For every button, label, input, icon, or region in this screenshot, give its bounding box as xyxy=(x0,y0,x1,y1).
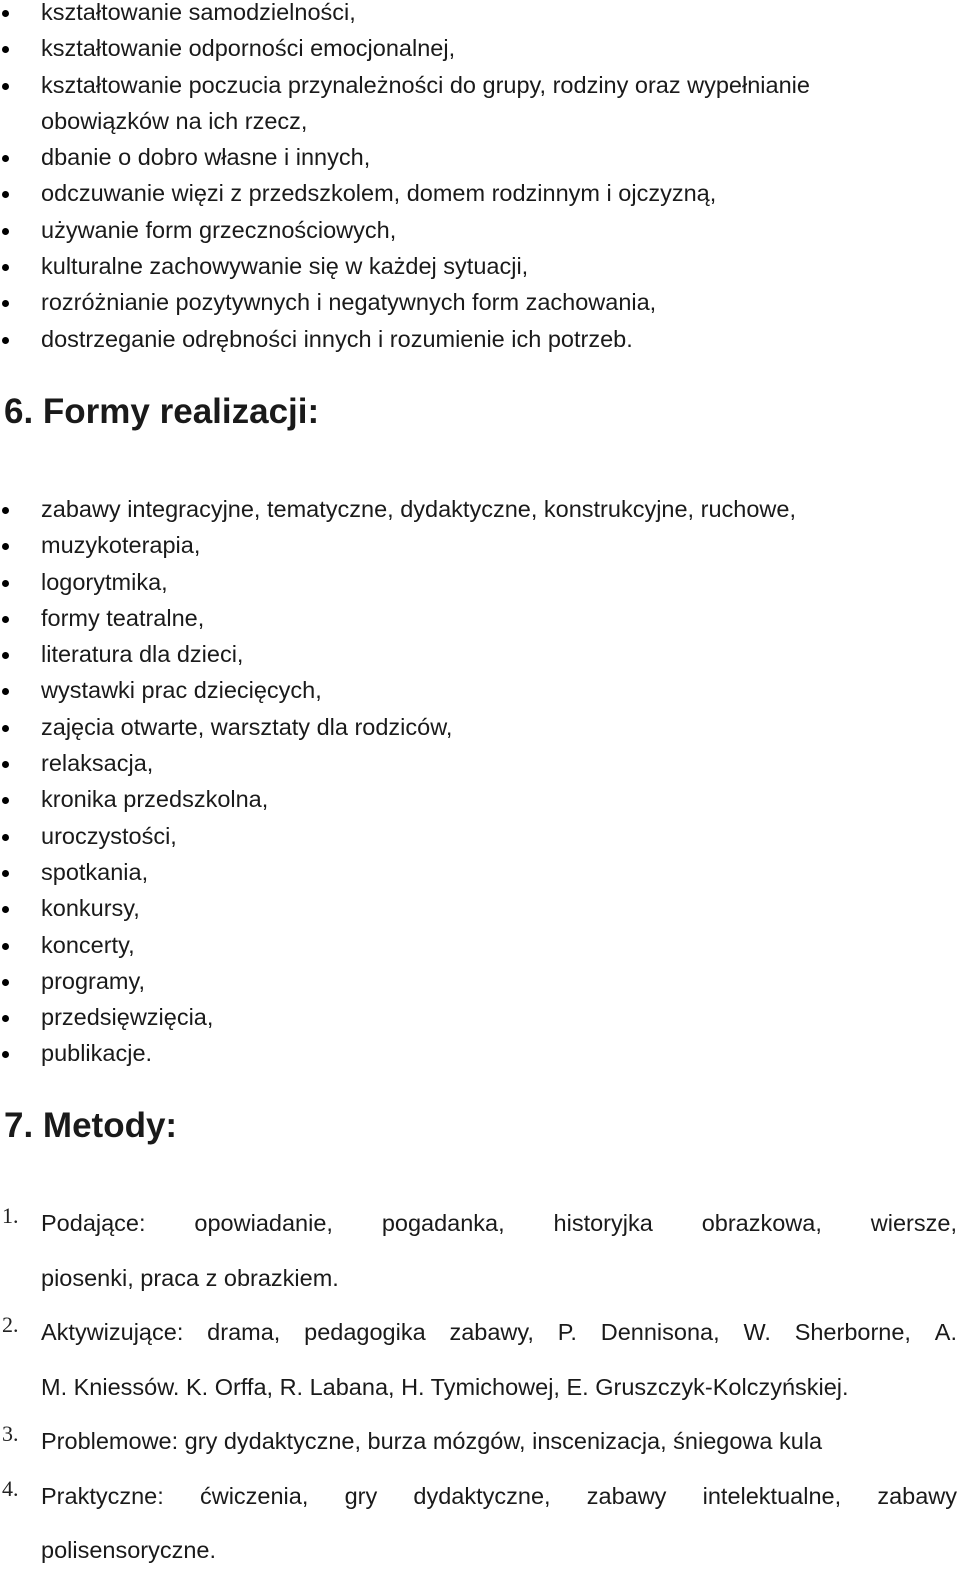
bullet-icon xyxy=(2,191,9,198)
method-line: piosenki, praca z obrazkiem. xyxy=(41,1264,339,1291)
bullet-icon xyxy=(2,337,9,344)
list-item xyxy=(0,321,960,357)
list-item xyxy=(0,709,960,745)
bullet-icon xyxy=(2,83,9,90)
list-item-text: dostrzeganie odrębności innych i rozumienie ich potrzeb. xyxy=(41,325,633,352)
bullet-icon xyxy=(2,155,9,162)
list-item-text: kształtowanie samodzielności, xyxy=(41,0,356,25)
list-item xyxy=(0,564,960,600)
list-item-text: logorytmika, xyxy=(41,568,168,595)
list-item xyxy=(0,212,960,248)
method-word: gry xyxy=(344,1482,378,1509)
bullet-icon xyxy=(2,264,9,271)
bullet-icon xyxy=(2,1051,9,1058)
method-line: M. Kniessów. K. Orffa, R. Labana, H. Tymichowej, E. Gruszczyk-Kolczyńskiej. xyxy=(41,1373,849,1400)
method-word: Aktywizujące: xyxy=(41,1319,184,1345)
list-item xyxy=(0,30,960,66)
method-number: 2. xyxy=(2,1312,19,1337)
method-word: historyjka xyxy=(553,1210,653,1236)
list-item xyxy=(0,0,960,30)
method-item xyxy=(0,1476,960,1585)
list-item xyxy=(0,745,960,781)
method-word: opowiadanie, xyxy=(194,1210,333,1236)
bullet-icon xyxy=(2,300,9,307)
list-item-text: programy, xyxy=(41,967,146,994)
list-item xyxy=(0,781,960,817)
list-item xyxy=(0,818,960,854)
list-item xyxy=(0,527,960,563)
list-item-text: kronika przedszkolna, xyxy=(41,786,269,813)
section-6-heading: 6. Formy realizacji: xyxy=(4,392,320,431)
method-word: drama, xyxy=(207,1319,281,1345)
forms-bullet-list xyxy=(0,491,960,1072)
list-item-text: wystawki prac dziecięcych, xyxy=(41,677,322,704)
list-item xyxy=(0,284,960,320)
list-item xyxy=(0,67,960,103)
method-item xyxy=(0,1421,960,1476)
list-item xyxy=(0,890,960,926)
list-item xyxy=(0,491,960,527)
list-item-text: zajęcia otwarte, warsztaty dla rodziców, xyxy=(41,713,453,740)
list-item-text: koncerty, xyxy=(41,931,135,958)
method-word: Praktyczne: xyxy=(41,1482,164,1509)
list-item xyxy=(0,248,960,284)
list-item-text: muzykoterapia, xyxy=(41,532,201,559)
method-word: wiersze, xyxy=(870,1210,957,1236)
bullet-icon xyxy=(2,906,9,913)
list-item-text: zabawy integracyjne, tematyczne, dydaktyczne, konstrukcyjne, ruchowe, xyxy=(41,496,796,522)
list-item-text: używanie form grzecznościowych, xyxy=(41,216,397,243)
method-line: polisensoryczne. xyxy=(41,1537,217,1563)
section-7-heading: 7. Metody: xyxy=(4,1106,178,1145)
method-number: 1. xyxy=(2,1203,19,1228)
bullet-icon xyxy=(2,688,9,695)
bullet-icon xyxy=(2,1015,9,1022)
bullet-icon xyxy=(2,46,9,53)
list-item xyxy=(0,175,960,211)
list-item-text: konkursy, xyxy=(41,895,140,922)
method-word: W. xyxy=(743,1319,771,1345)
method-word: zabawy xyxy=(877,1482,957,1509)
list-item-text: spotkania, xyxy=(41,858,149,885)
method-number: 4. xyxy=(2,1475,19,1501)
list-item-text: dbanie o dobro własne i innych, xyxy=(41,144,371,171)
method-line: Problemowe: gry dydaktyczne, burza mózgów, inscenizacja, śniegowa kula xyxy=(41,1428,823,1454)
list-item-text: kształtowanie poczucia przynależności do grupy, rodziny oraz wypełnianie xyxy=(41,71,810,98)
list-item xyxy=(0,854,960,890)
list-item xyxy=(0,139,960,175)
list-item-text: formy teatralne, xyxy=(41,604,205,631)
bullet-icon xyxy=(2,725,9,732)
method-word: dydaktyczne, xyxy=(413,1482,551,1509)
method-word: Dennisona, xyxy=(600,1319,720,1345)
method-line xyxy=(41,1476,957,1531)
method-word: obrazkowa, xyxy=(701,1210,822,1236)
method-item xyxy=(0,1203,960,1312)
bullet-icon xyxy=(2,228,9,235)
bullet-icon xyxy=(2,10,9,17)
bullet-icon xyxy=(2,797,9,804)
bullet-icon xyxy=(2,834,9,841)
bullet-icon xyxy=(2,616,9,623)
list-item xyxy=(0,927,960,963)
bullet-icon xyxy=(2,543,9,550)
method-item xyxy=(0,1312,960,1421)
list-item-text: kształtowanie odporności emocjonalnej, xyxy=(41,35,456,62)
method-word: A. xyxy=(934,1319,957,1345)
method-word: intelektualne, xyxy=(702,1482,842,1509)
list-item-text: odczuwanie więzi z przedszkolem, domem rodzinnym i ojczyzną, xyxy=(41,180,717,207)
list-item-text: literatura dla dzieci, xyxy=(41,641,244,668)
list-item-text: obowiązków na ich rzecz, xyxy=(41,107,308,134)
method-word: Sherborne, xyxy=(794,1319,911,1345)
methods-numbered-list xyxy=(0,1203,960,1585)
list-item-continuation xyxy=(0,103,960,139)
bullet-icon xyxy=(2,761,9,768)
list-item-text: kulturalne zachowywanie się w każdej sytuacji, xyxy=(41,253,529,280)
list-item xyxy=(0,963,960,999)
list-item-text: rozróżnianie pozytywnych i negatywnych form zachowania, xyxy=(41,289,657,316)
list-item xyxy=(0,600,960,636)
list-item xyxy=(0,636,960,672)
list-item xyxy=(0,999,960,1035)
method-word: Podające: xyxy=(41,1210,146,1236)
method-word: zabawy xyxy=(586,1482,667,1509)
bullet-icon xyxy=(2,580,9,587)
bullet-icon xyxy=(2,507,9,514)
method-word: P. xyxy=(557,1319,577,1345)
list-item-text: przedsięwzięcia, xyxy=(41,1004,214,1031)
bullet-icon xyxy=(2,652,9,659)
list-item-text: uroczystości, xyxy=(41,822,177,849)
list-item-text: relaksacja, xyxy=(41,750,154,777)
goals-bullet-list xyxy=(0,0,960,357)
bullet-icon xyxy=(2,979,9,986)
method-word: ćwiczenia, xyxy=(199,1482,309,1509)
list-item xyxy=(0,672,960,708)
method-word: zabawy, xyxy=(449,1319,534,1345)
method-line xyxy=(41,1203,957,1258)
method-word: pedagogika xyxy=(304,1319,426,1345)
method-line xyxy=(41,1312,957,1367)
method-word: pogadanka, xyxy=(381,1210,505,1236)
list-item xyxy=(0,1035,960,1071)
bullet-icon xyxy=(2,943,9,950)
list-item-text: publikacje. xyxy=(41,1040,153,1067)
bullet-icon xyxy=(2,870,9,877)
method-number: 3. xyxy=(2,1421,19,1446)
